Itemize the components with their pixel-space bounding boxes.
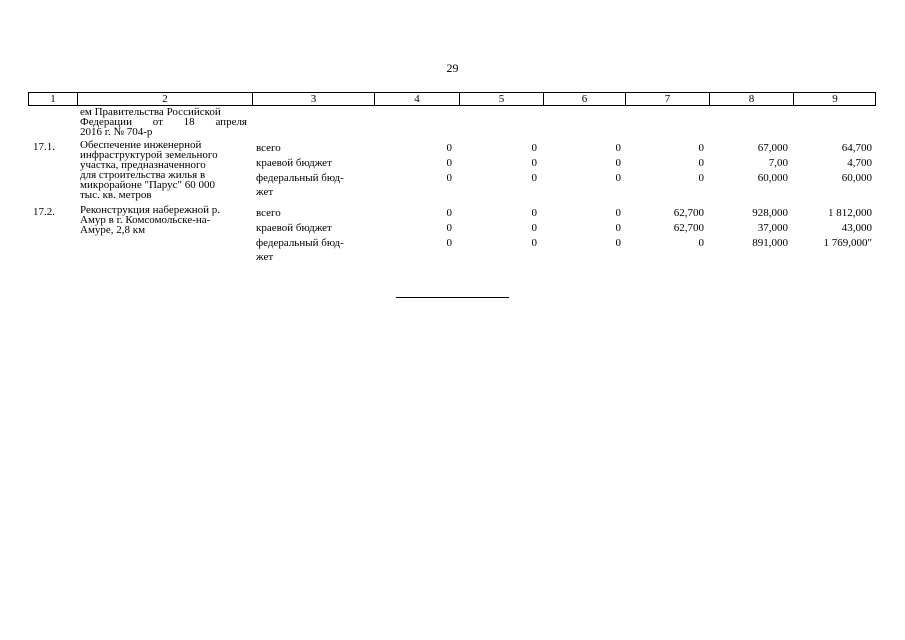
table-cell: 0 <box>615 172 621 184</box>
table-cell: 0 <box>531 142 537 154</box>
table-header-row <box>28 92 876 106</box>
separator-line <box>396 297 509 298</box>
table-cell: 60,000 <box>757 172 788 184</box>
table-cell: 1 769,000" <box>823 237 872 249</box>
table-cell: 0 <box>698 237 704 249</box>
funding-source: всего <box>256 142 281 154</box>
table-cell: 37,000 <box>757 222 788 234</box>
funding-source: жет <box>256 186 274 198</box>
row-number: 17.2. <box>33 206 55 218</box>
table-cell: 4,700 <box>847 157 872 169</box>
row-description-line: Амуре, 2,8 км <box>80 224 146 236</box>
column-header-9: 9 <box>793 93 876 105</box>
funding-source: федеральный бюд- <box>256 237 344 249</box>
row-description-line: Обеспечение инженерной <box>80 139 202 151</box>
row-description-line: для строительства жилья в <box>80 169 206 181</box>
table-cell: 0 <box>698 142 704 154</box>
column-header-6: 6 <box>543 93 625 105</box>
row-number: 17.1. <box>33 141 55 153</box>
row-description-line: тыс. кв. метров <box>80 189 152 201</box>
table-cell: 0 <box>446 237 452 249</box>
table-cell: 0 <box>531 222 537 234</box>
continuation-line: Федерации от 18 апреля <box>80 116 247 128</box>
table-cell: 0 <box>615 157 621 169</box>
funding-source: краевой бюджет <box>256 157 332 169</box>
table-cell: 0 <box>531 207 537 219</box>
table-cell: 60,000 <box>841 172 872 184</box>
continuation-line: 2016 г. № 704-р <box>80 126 153 138</box>
column-header-1: 1 <box>50 93 56 105</box>
table-cell: 0 <box>446 207 452 219</box>
table-cell: 43,000 <box>841 222 872 234</box>
funding-source: жет <box>256 251 274 263</box>
table-cell: 928,000 <box>752 207 788 219</box>
table-cell: 0 <box>615 222 621 234</box>
column-header-3: 3 <box>252 93 374 105</box>
row-description-line: микрорайоне "Парус" 60 000 <box>80 179 216 191</box>
funding-source: краевой бюджет <box>256 222 332 234</box>
table-cell: 0 <box>446 142 452 154</box>
table-cell: 0 <box>531 237 537 249</box>
table-cell: 0 <box>446 157 452 169</box>
continuation-line: ем Правительства Российской <box>80 106 221 118</box>
table-cell: 0 <box>446 172 452 184</box>
column-header-5: 5 <box>459 93 543 105</box>
column-header-2: 2 <box>77 93 252 105</box>
table-cell: 62,700 <box>673 222 704 234</box>
table-cell: 0 <box>698 172 704 184</box>
table-cell: 0 <box>698 157 704 169</box>
page-number: 29 <box>446 61 459 75</box>
row-description-line: участка, предназначенного <box>80 159 206 171</box>
table-cell: 0 <box>615 237 621 249</box>
column-header-4: 4 <box>374 93 459 105</box>
column-header-8: 8 <box>709 93 793 105</box>
row-description-line: Реконструкция набережной р. <box>80 204 220 216</box>
table-cell: 67,000 <box>757 142 788 154</box>
row-description-line: Амур в г. Комсомольске-на- <box>80 214 211 226</box>
funding-source: всего <box>256 207 281 219</box>
table-cell: 62,700 <box>673 207 704 219</box>
funding-source: федеральный бюд- <box>256 172 344 184</box>
table-cell: 0 <box>446 222 452 234</box>
table-cell: 0 <box>531 172 537 184</box>
row-description-line: инфраструктурой земельного <box>80 149 218 161</box>
table-cell: 0 <box>615 142 621 154</box>
table-cell: 0 <box>531 157 537 169</box>
table-cell: 7,00 <box>768 157 788 169</box>
table-cell: 1 812,000 <box>828 207 872 219</box>
table-cell: 891,000 <box>752 237 788 249</box>
column-header-7: 7 <box>625 93 709 105</box>
table-cell: 0 <box>615 207 621 219</box>
table-cell: 64,700 <box>841 142 872 154</box>
